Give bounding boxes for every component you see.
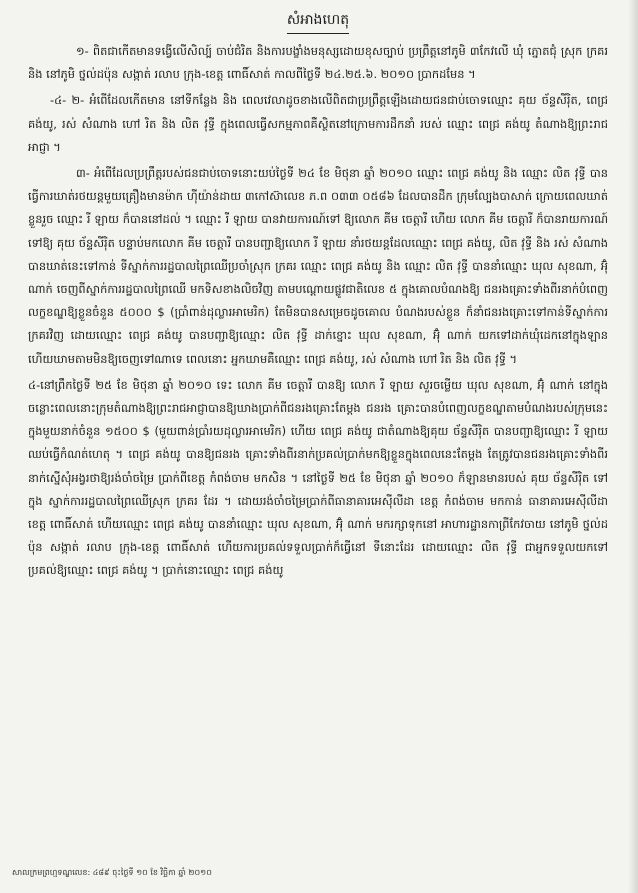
- paragraph-2: -៤- ២- អំពើដែលកើតមាន នៅទីកន្លែង និង ពេលវេលាដូចខាងលើពិតជាប្រព្រឹត្តឡើងដោយជនជាប់ចោទឈ្មោះ គុយ ច័ន្ទសីរ៉ិត, ពេជ្រ គង់យូ, រស់ សំណាង ហៅ រិត និង លិត វុទ្ធី ក្នុងពេលធ្វើសកម្មភាពគឺស្ថិតនៅក្រោមការដឹកនាំ របស់ ឈ្មោះ ពេជ្រ គង់យូ តំណាងឱ្យព្រះរាជអាជ្ញា ។: [28, 93, 608, 154]
- scan-edge-shadow: [628, 0, 638, 893]
- paragraph-1: ១- ពិតជាកើតមានទង្វើលើសិល្ប៍ ចាប់ជំរិត និងការបង្ខាំងមនុស្សដោយខុសច្បាប់ ប្រព្រឹត្តនៅភូមិ ៣កែវលើ ឃុំ ភ្នោតជុំ ស្រុក ក្រគរ និង នៅភូមិ ថ្នល់ដប៉ុន សង្កាត់ រលាប ក្រុង-ខេត្ត ពោធិ៍សាត់ កាលពីថ្ងៃទី ២៤.២៥.៦. ២០១០ ប្រាកដមែន ។: [28, 44, 608, 82]
- heading-text: សំអាងហេតុ: [287, 10, 349, 34]
- paragraph-4: ៤-នៅព្រឹកថ្ងៃទី ២៥ ខែ មិថុនា ឆ្នាំ ២០១០ ទេះ លោក គីម ចេត្តារី បានឱ្យ លោក រី ឡាយ សួរចម្លើយ ឃុល សុខណា, អ៊ុំ ណាក់ នៅក្នុងចន្លោះពេលនោះក្រុមតំណាងឱ្យព្រះរាជអាជ្ញាបានឱ្យឃាងប្រាក់ពីជនរងគ្រោះតែម្ដង ជនរង គ្រោះបានបំពេញលក្ខខណ្ឌតាមបំណងរបស់ក្រុមនេះក្នុងមួយនាក់ចំនួន ១៥០០ $ (មួយពាន់ប្រាំរយដុល្លារអាមេរិក) ហើយ ពេជ្រ គង់យូ ជាតំណាងឱ្យគុយ ច័ន្ទសីរ៉ិត បានបញ្ជាឱ្យឈ្មោះ រី ឡាយ ឈប់ធ្វើកំណត់ហេតុ ។ ពេជ្រ គង់យូ បានឱ្យជនរង គ្រោះទាំងពីរនាក់ប្រគល់ប្រាក់មកឱ្យខ្លួនក្នុងពេលនេះតែម្ដង តែត្រូវបានជនរងគ្រោះទាំងពីរនាក់ស្នើសុំអង្វរថាឱ្យរង់ចាំចម្រៃ ប្រាក់ពីខេត្ត កំពង់ចាម មកសិន ។ នៅថ្ងៃទី ២៥ ខែ មិថុនា ឆ្នាំ ២០១០ ក៏ឡានមានរបស់ គុយ ច័ន្ទសីរ៉ិត ទៅក្នុង ស្នាក់ការរដ្ឋបាលព្រៃឈើស្រុក ក្រគរ ដែរ ។ ដោយរង់ចាំចម្រៃប្រាក់ពីធានាគារអេស៊ីលីដា ខេត្ត កំពង់ចាម មកកាន់ ធានាគារអេស៊ីលីដា ខេត្ត ពោធិ៍សាត់ ហើយឈ្មោះ ពេជ្រ គង់យូ បាននាំឈ្មោះ ឃុល សុខណា, អ៊ុំ ណាក់ មករក្សាទុកនៅ អាហារដ្ឋានកាព្រីកែវចាយ នៅភូមិ ថ្នល់ដប៉ុន សង្កាត់ រលាប ក្រុង-ខេត្ត ពោធិ៍សាត់ ហើយការប្រគល់ទទួលប្រាក់ក៏ធ្វើនៅ ទីនោះដែរ ដោយឈ្មោះ លិត វុទ្ធី ជាអ្នកទទួលយកទៅប្រគល់ឱ្យឈ្មោះ ពេជ្រ គង់យូ ។ ប្រាក់នោះឈ្មោះ ពេជ្រ គង់យូ: [28, 377, 608, 578]
- document-heading: [28, 10, 608, 34]
- paragraph-3: ៣- អំពើដែលប្រព្រឹត្តរបស់ជនជាប់ចោទនោះយប់ថ្ងៃទី ២៤ ខែ មិថុនា ឆ្នាំ ២០១០ ឈ្មោះ ពេជ្រ គង់យូ និង ឈ្មោះ លិត វុទ្ធី បានធ្វើការឃាត់រថយន្តមួយគ្រឿងមានម៉ាក ហ៊ីយ៉ាន់ដាយ ៣កៅស៊ាលេខ ភ.ព ០៣៣ ០៥៨៦ ដែលបានដឹក ក្រុមល្បែងបាសាក់ ក្រោយពេលឃាត់ខ្លួនរួច ឈ្មោះ រី ឡាយ ក៏បាននៅដល់ ។ ឈ្មោះ រី ឡាយ បានវាយការណ៍ទៅ ឱ្យលោក គីម ចេត្តារី ហើយ លោក គីម ចេត្តារី ក៏បានរាយការណ៍ទៅឱ្យ គុយ ច័ន្ទសីរ៉ិត បន្ទាប់មកលោក គីម ចេត្តារី បានបញ្ជាឱ្យលោក រី ឡាយ នាំរថយន្តដែលឈ្មោះ ពេជ្រ គង់យូ, លិត វុទ្ធី និង រស់ សំណាង បានឃាត់នេះទៅកាន់ ទីស្នាក់ការរដ្ឋបាលព្រៃឈើប្រចាំស្រុក ក្រគរ ឈ្មោះ ពេជ្រ គង់យូ និង ឈ្មោះ លិត វុទ្ធី បាននាំឈ្មោះ ឃុល សុខណា, អ៊ុំ ណាក់ ចេញពីស្នាក់ការរដ្ឋបាលព្រៃឈើ មកទិសខាងលិចវិញ តាមបណ្ដោយផ្លូវជាតិលេខ ៥ ក្នុងគោលបំណងឱ្យ ជនរងគ្រោះទាំងពីរនាក់បំពេញលក្ខខណ្ឌឱ្យខ្លួនចំនួន ៥០០០ $ (ប្រាំពាន់ដុល្លារអាមេរិក) តែមិនបានសម្រេចដូចគោល បំណងរបស់ខ្លួន ក៏នាំជនរងគ្រោះទៅកាន់ទីស្នាក់ការក្រគរវិញ ដោយឈ្មោះ ពេជ្រ គង់យូ បានបញ្ជាឱ្យឈ្មោះ លិត វុទ្ធី ដាក់ខ្នោះ ឃុល សុខណា, អ៊ុំ ណាក់ យកទៅដាក់ឃុំដេកនៅក្នុងឡាន ហើយឃាមតាមមិនឱ្យចេញទៅណាទេ ពេលនោះ អ្នកឃាមគឺឈ្មោះ ពេជ្រ គង់យូ, រស់ សំណាង ហៅ រិត និង លិត វុទ្ធី ។: [28, 166, 608, 366]
- page-footer-note: សាលក្រមព្រហ្មទណ្ឌលេខ: ៤៨៩ ចុះថ្ងៃទី ១០ ខែ វិច្ឆិកា ឆ្នាំ ២០១០: [12, 868, 212, 877]
